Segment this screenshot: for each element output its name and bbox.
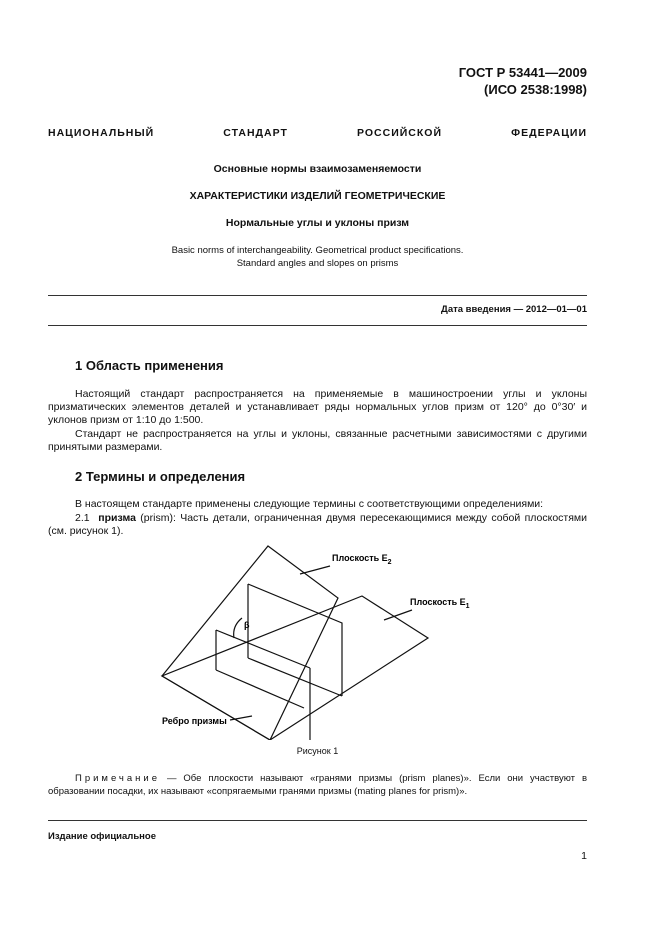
section1-paragraph1: Настоящий стандарт распространяется на применяемые в машиностроении углы и уклоны призматических элементов деталей и устанавливает ряды нормальных углов призм от 120° до 0°30′ и уклонов призм от 1:10 до 1:500. <box>48 388 587 426</box>
label-beta: β <box>244 620 250 630</box>
footer-divider <box>48 820 587 821</box>
section2-paragraph1: В настоящем стандарте применены следующие термины с соответствующими определениями: <box>75 498 544 510</box>
plane-e2 <box>162 546 338 740</box>
leader-e2 <box>300 566 330 574</box>
english-title <box>48 244 587 270</box>
section1-heading: 1 Область применения <box>75 358 224 373</box>
iso-number: (ИСО 2538:1998) <box>484 82 587 97</box>
introduction-date: Дата введения — 2012—01—01 <box>441 304 587 315</box>
main-title: ХАРАКТЕРИСТИКИ ИЗДЕЛИЙ ГЕОМЕТРИЧЕСКИЕ <box>189 190 446 202</box>
term-definition: (prism): Часть детали, ограниченная двумя пересекающимися между собой плоскостями (см. рисунок 1). <box>48 512 587 537</box>
page-number: 1 <box>581 850 587 862</box>
date-divider <box>48 325 587 326</box>
official-edition: Издание официальное <box>48 831 156 842</box>
national-standard-banner: НАЦИОНАЛЬНЫЙ СТАНДАРТ РОССИЙСКОЙ ФЕДЕРАЦИИ <box>48 127 587 139</box>
note-text: — Обе плоскости называют «гранями призмы (prism planes)». Если они участвуют в образовании посадки, их называют «сопрягаемыми гранями призмы (mating planes for prism)». <box>48 773 587 797</box>
section1-paragraph2: Стандарт не распространяется на углы и уклоны, связанные расчетными зависимостями с другими принятыми размерами. <box>48 428 587 453</box>
term-prism-definition <box>48 512 587 538</box>
beta-angle-arc <box>234 618 242 638</box>
prism-block-top <box>248 584 342 696</box>
prism-figure <box>160 540 480 740</box>
english-title-line2: Standard angles and slopes on prisms <box>236 258 399 269</box>
standard-number: ГОСТ Р 53441—2009 <box>458 65 587 80</box>
label-prism-edge: Ребро призмы <box>162 716 227 726</box>
title-divider <box>48 295 587 296</box>
term-number: 2.1 <box>75 512 90 524</box>
label-plane-e1: Плоскость $E_1$ <box>410 597 470 610</box>
figure-caption: Рисунок 1 <box>296 746 339 756</box>
figure-note <box>48 772 587 798</box>
english-title-line1: Basic norms of interchangeability. Geometrical product specifications. <box>171 245 464 256</box>
standard-name: Нормальные углы и уклоны призм <box>225 217 410 229</box>
section2-heading: 2 Термины и определения <box>75 469 246 484</box>
note-label: Примечание <box>75 773 160 784</box>
label-plane-e2: Плоскость $E_2$ <box>332 553 392 566</box>
term-prism: призма <box>98 512 136 524</box>
subject-title: Основные нормы взаимозаменяемости <box>213 163 422 175</box>
standard-designation <box>459 64 587 98</box>
